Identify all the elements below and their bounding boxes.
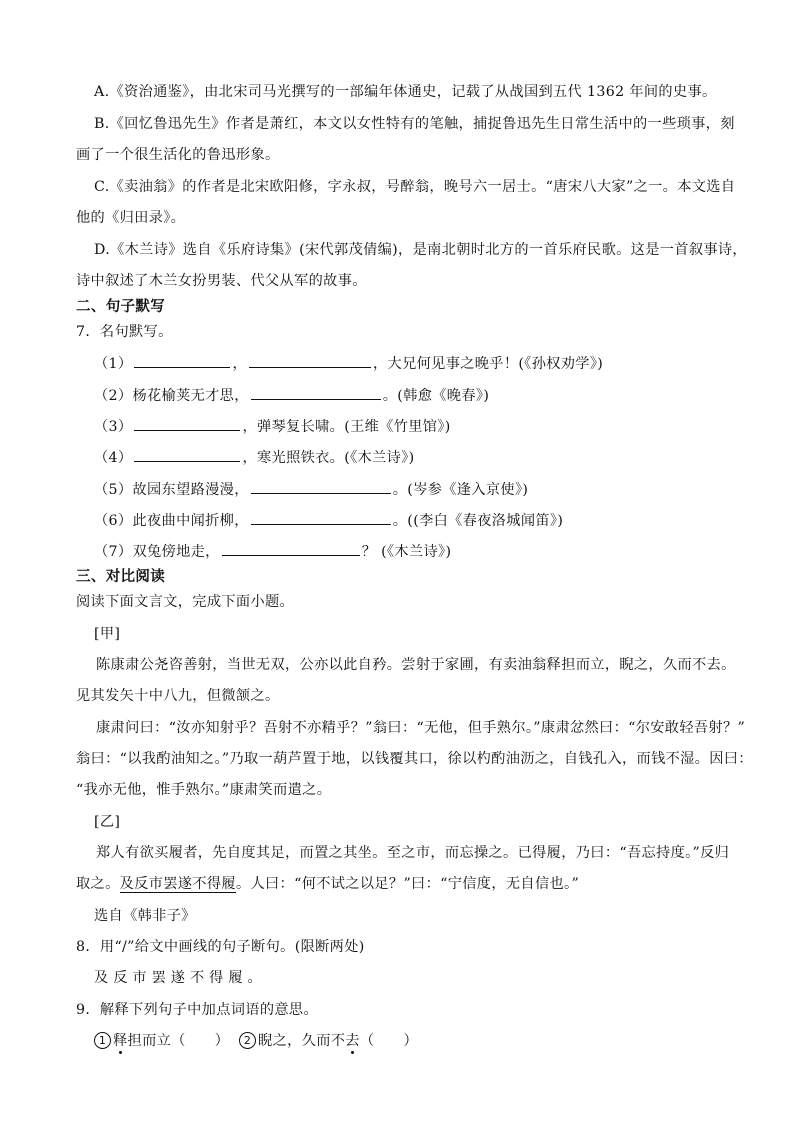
item-number-circle: 2 xyxy=(239,1032,256,1049)
q6-option-d-cont: 诗中叙述了木兰女扮男装、代父从军的故事。 xyxy=(76,273,367,289)
answer-blank[interactable] xyxy=(134,353,230,368)
answer-blank[interactable] xyxy=(249,353,371,368)
passage-jia-line: 康肃问曰：“汝亦知射乎？吾射不亦精乎？”翁曰：“无他，但手熟尔。”康肃忿然曰：“尔安敢轻吾射？” xyxy=(96,720,746,736)
passage-yi-line: 取之。及反市罢遂不得履。人曰：“何不试之以足？”曰：“宁信度，无自信也。” xyxy=(76,876,580,892)
q8-sentence: 及反市罢遂不得履。 xyxy=(94,970,267,986)
section-heading-2: 二、句子默写 xyxy=(76,299,166,315)
q9-stem: 9．解释下列句子中加点词语的意思。 xyxy=(76,1002,318,1018)
q7-stem: 7．名句默写。 xyxy=(76,324,173,340)
answer-blank[interactable] xyxy=(134,416,240,431)
q7-line-1: （1） ， ，大兄何见事之晚乎！(《孙权劝学》) xyxy=(94,353,603,374)
underlined-sentence: 及反市罢遂不得履 xyxy=(119,876,236,892)
dotted-word: 去 xyxy=(345,1033,360,1049)
q7-line-6: （6）此夜曲中闻折柳， 。((李白《春夜洛城闻笛》) xyxy=(94,510,563,531)
item-number-circle: 1 xyxy=(94,1032,111,1049)
passage-jia-line: 陈康肃公尧咨善射，当世无双，公亦以此自矜。尝射于家圃，有卖油翁释担而立，睨之，久而不去。 xyxy=(96,657,736,673)
q7-line-3: （3） ，弹琴复长啸。(王维《竹里馆》) xyxy=(94,416,451,437)
section-heading-3: 三、对比阅读 xyxy=(76,569,166,585)
q6-option-c: C.《卖油翁》的作者是北宋欧阳修，字永叔，号醉翁，晚号六一居士。“唐宋八大家”之一。本文选自 xyxy=(94,179,736,195)
dotted-word: 释 xyxy=(113,1033,128,1049)
passage-yi-label: [乙] xyxy=(94,814,121,830)
answer-blank[interactable] xyxy=(251,479,391,494)
passage-source: 选自《韩非子》 xyxy=(94,908,196,924)
answer-blank[interactable] xyxy=(251,385,381,400)
passage-yi-line: 郑人有欲买履者，先自度其足，而置之其坐。至之市，而忘操之。已得履，乃曰：“吾忘持度。”反归 xyxy=(96,845,730,861)
answer-blank[interactable] xyxy=(134,447,240,462)
q7-line-7: （7）双兔傍地走， ？ (《木兰诗》) xyxy=(94,541,451,562)
passage-jia-label: [甲] xyxy=(94,626,121,642)
passage-jia-line: 翁曰：“以我酌油知之。”乃取一葫芦置于地，以钱覆其口，徐以杓酌油沥之，自钱孔入，而钱不湿。因曰： xyxy=(76,751,753,767)
q6-option-d: D.《木兰诗》选自《乐府诗集》(宋代郭茂倩编)，是南北朝时北方的一首乐府民歌。这是一首叙事诗， xyxy=(94,242,747,258)
q7-line-2: （2）杨花榆荚无才思， 。(韩愈《晚春》) xyxy=(94,385,489,406)
passage-jia-line: “我亦无他，惟手熟尔。”康肃笑而遣之。 xyxy=(76,782,332,798)
q6-option-b: B.《回忆鲁迅先生》作者是萧红，本文以女性特有的笔触，捕捉鲁迅先生日常生活中的一些琐事，刻 xyxy=(94,116,735,132)
q6-option-a: A.《资治通鉴》，由北宋司马光撰写的一部编年体通史，记载了从战国到五代 1362 年间的史事。 xyxy=(94,84,717,100)
q7-line-5: （5）故园东望路漫漫， 。(岑参《逢入京使》) xyxy=(94,479,528,500)
section-3-intro: 阅读下面文言文，完成下面小题。 xyxy=(76,594,295,610)
q9-items: 1 释担而立（ ） 2 睨之，久而不去（ ） xyxy=(94,1031,418,1051)
q6-option-b-cont: 画了一个很生活化的鲁迅形象。 xyxy=(76,147,280,163)
q7-line-4: （4） ，寒光照铁衣。(《木兰诗》) xyxy=(94,447,414,468)
answer-blank[interactable] xyxy=(251,510,391,525)
q6-option-c-cont: 他的《归田录》。 xyxy=(76,210,186,226)
answer-blank[interactable] xyxy=(222,541,360,556)
q8-stem: 8．用“/”给文中画线的句子断句。(限断两处) xyxy=(76,939,365,955)
passage-jia-line: 见其发矢十中八九，但微颔之。 xyxy=(76,688,280,704)
